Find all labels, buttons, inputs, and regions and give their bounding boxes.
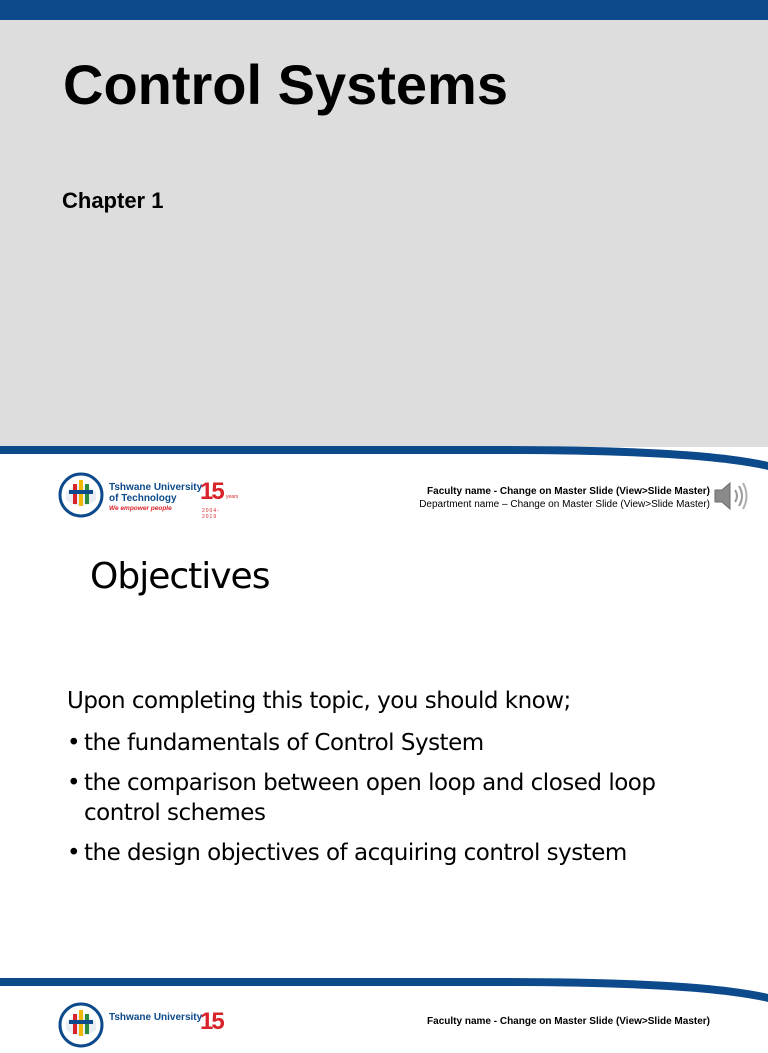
faculty-name-next-slide: Faculty name - Change on Master Slide (View>Slide Master) bbox=[427, 1016, 710, 1027]
tut-logo-icon bbox=[58, 1002, 104, 1048]
header-swoosh bbox=[0, 444, 768, 474]
objectives-title: Objectives bbox=[90, 556, 270, 597]
slide-subtitle: Chapter 1 bbox=[62, 188, 164, 213]
title-slide bbox=[0, 0, 768, 447]
objective-item: • the fundamentals of Control System bbox=[67, 728, 707, 758]
speaker-icon[interactable] bbox=[712, 478, 750, 514]
anniversary-number: 15 bbox=[200, 1008, 223, 1035]
anniversary-range: 2004-2019 bbox=[202, 508, 220, 520]
university-name-line2: of Technology bbox=[109, 493, 177, 504]
objectives-list bbox=[67, 728, 707, 878]
tut-logo-icon bbox=[58, 472, 104, 518]
department-name: Department name – Change on Master Slide (View>Slide Master) bbox=[419, 499, 710, 510]
anniversary-years-label: years bbox=[226, 494, 239, 500]
university-name-line1: Tshwane University bbox=[109, 1012, 203, 1023]
university-logo-next-slide bbox=[58, 1002, 223, 1053]
university-name-line1: Tshwane University bbox=[109, 482, 203, 493]
anniversary-number: 15 bbox=[200, 478, 223, 505]
objectives-intro: Upon completing this topic, you should know; bbox=[67, 688, 571, 714]
objective-item: • the comparison between open loop and closed loop control schemes bbox=[67, 768, 707, 828]
footer-swoosh bbox=[0, 976, 768, 1006]
objective-item: • the design objectives of acquiring control system bbox=[67, 838, 707, 868]
faculty-name: Faculty name - Change on Master Slide (View>Slide Master) bbox=[427, 486, 710, 497]
slide-title: Control Systems bbox=[63, 53, 508, 116]
university-tagline: We empower people bbox=[109, 505, 172, 512]
top-accent-bar bbox=[0, 0, 768, 20]
university-logo bbox=[58, 472, 239, 523]
